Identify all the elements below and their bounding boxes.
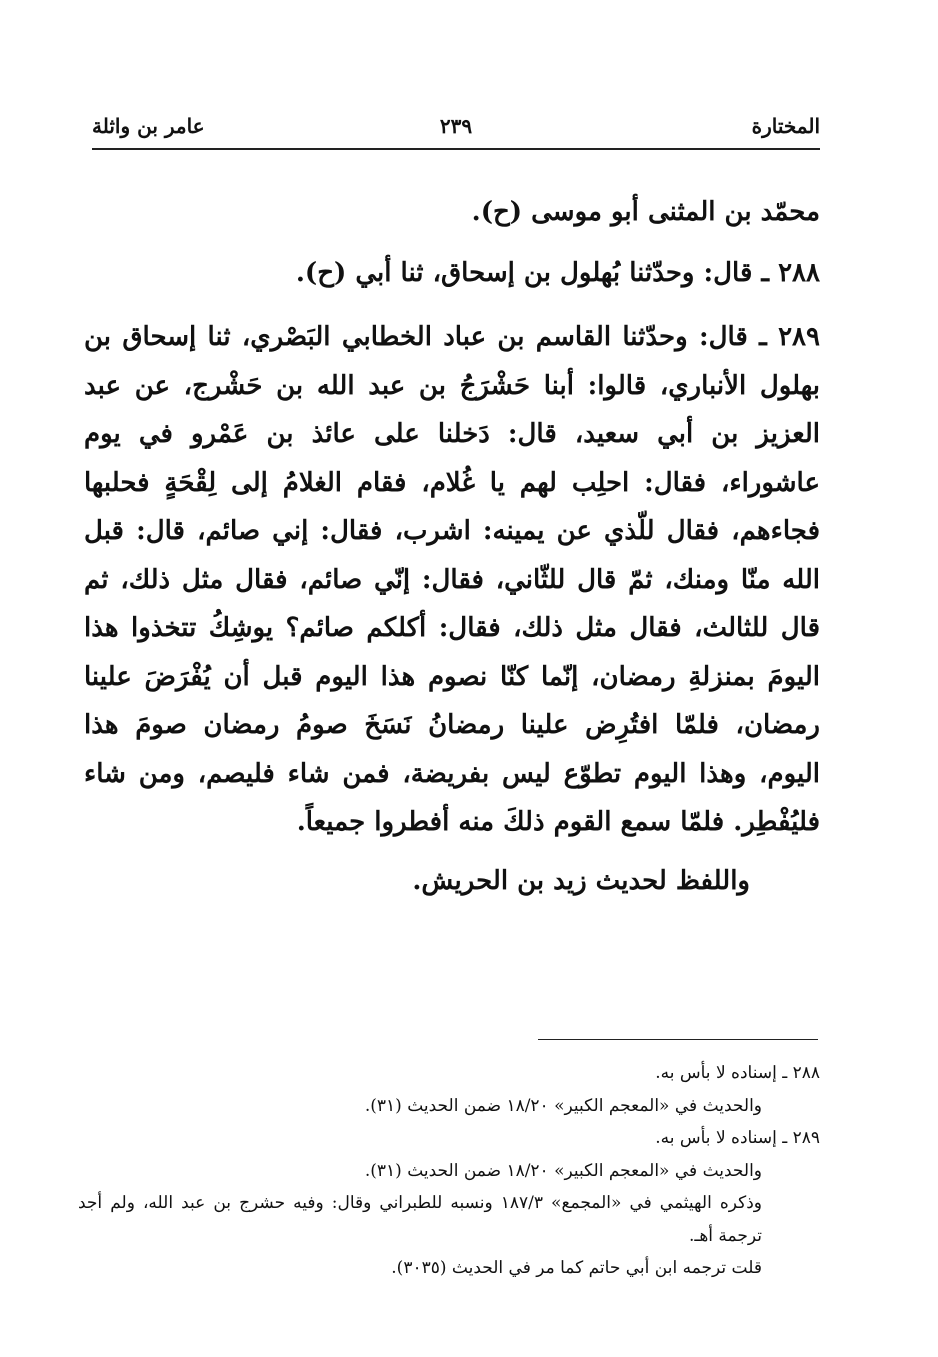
paragraph-isnad-continuation: محمّد بن المثنى أبو موسى (ح). [471,197,820,227]
footnote-separator [538,1039,818,1040]
paragraph-hadith-288: ٢٨٨ ـ قال: وحدّثنا بُهلول بن إسحاق، ثنا أبي (ح). [295,257,820,288]
running-header [92,108,820,142]
paragraph-hadith-289: ٢٨٩ ـ قال: وحدّثنا القاسم بن عباد الخطابي البَصْري، ثنا إسحاق بن بهلول الأنباري، قالوا: أبنا حَشْرَجُ بن عبد الله بن حَشْرج، عن عبد العزيز بن أبي سعيد، قال: دَخلنا على عائذ بن عَمْرو في يوم عاشوراء، فقال: احلِب لهم يا غُلام، فقام الغلامُ إلى لِقْحَةٍ فحلبها فجاءهم، فقال للّذي عن يمينه: اشرب، فقال: إني صائم، قال: قبل الله منّا ومنك، ثمّ قال للثّاني، فقال: إنّي صائم، فقال مثل ذلك، ثم قال للثالث، فقال مثل ذلك، فقال: أكلكم صائم؟ يوشِكُ تتخذوا هذا اليومَ بمنزلةِ رمضان، إنّما كنّا نصوم هذا اليوم قبل أن يُفْرَضَ علينا رمضان، فلمّا افتُرِض علينا رمضانُ نَسَخَ صومُ رمضان صومَ هذا اليوم، وهذا اليوم تطوّع ليس بفريضة، فمن شاء فليصم، ومن شاء فليُفْطِر. فلمّا سمع القوم ذلكَ منه أفطروا جميعاً. [84,322,820,837]
footnote-line: ٢٨٨ ـ إسناده لا بأس به. [655,1063,820,1083]
footnotes [78,1057,820,1285]
header-book-title: المختارة [751,114,820,138]
footnote-line: والحديث في «المعجم الكبير» ١٨/٢٠ ضمن الحديث (٣١). [364,1095,762,1116]
footnote-line: والحديث في «المعجم الكبير» ١٨/٢٠ ضمن الحديث (٣١). [364,1160,762,1181]
main-text [84,188,820,905]
footnote-line: وذكره الهيثمي في «المجمع» ١٨٧/٣ ونسبه للطبراني وقال: وفيه حشرج بن عبد الله، ولم أجد ترجمة أهـ. [78,1193,763,1246]
footnote-line: قلت ترجمه ابن أبي حاتم كما مر في الحديث (٣٠٣٥). [391,1258,762,1278]
paragraph-closing-note: واللفظ لحديث زيد بن الحريش. [412,865,750,896]
page-number: ٢٣٩ [439,114,473,138]
header-chapter-title: عامر بن واثلة [92,114,205,138]
footnote-line: ٢٨٩ ـ إسناده لا بأس به. [655,1128,820,1148]
header-rule [92,148,820,150]
